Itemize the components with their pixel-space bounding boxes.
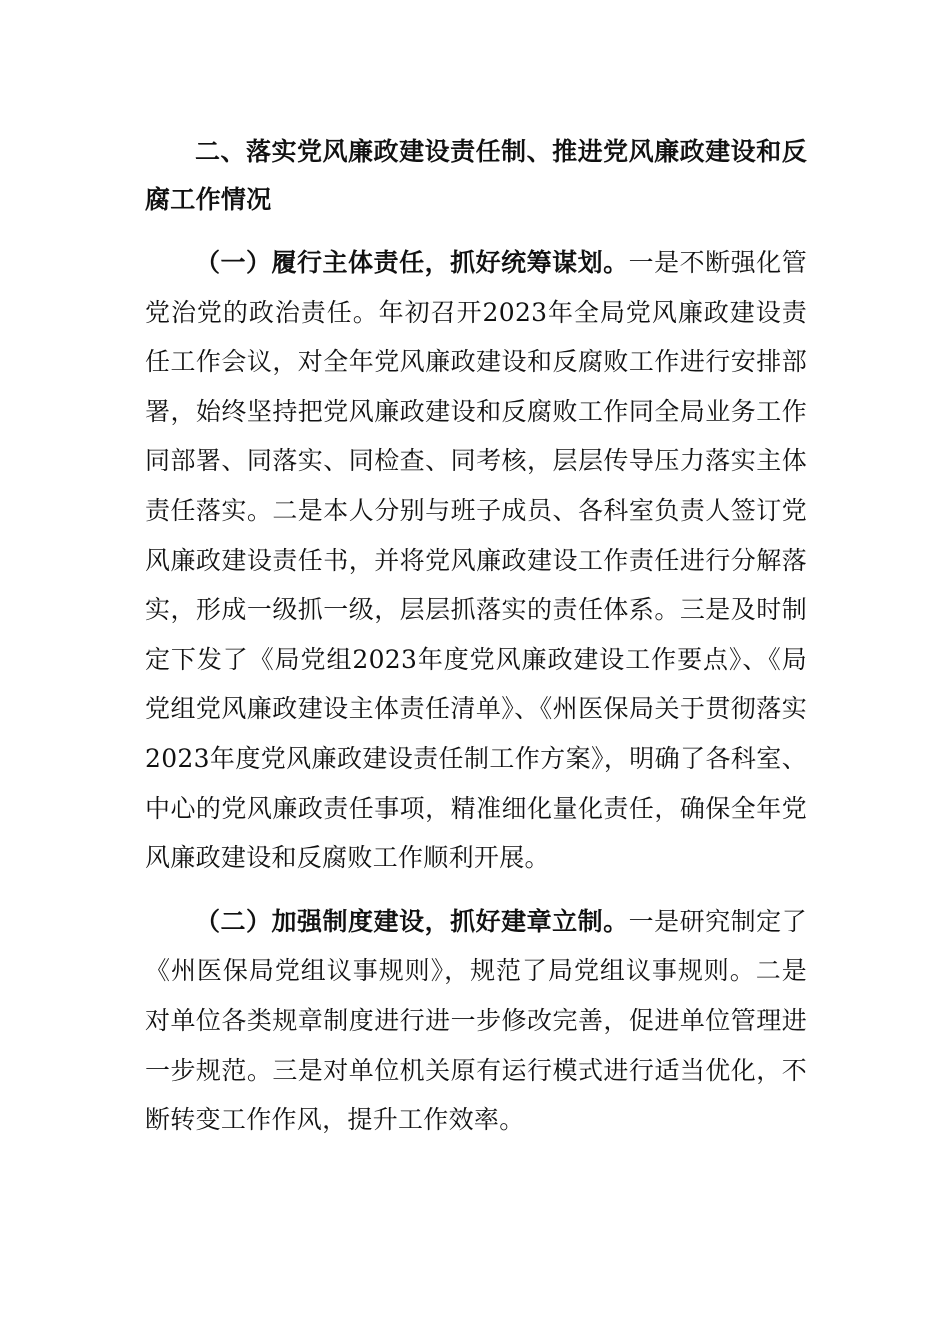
- section-heading: 二、落实党风廉政建设责任制、推进党风廉政建设和反腐工作情况: [145, 137, 807, 214]
- section-1-body: 一是不断强化管党治党的政治责任。年初召开2023年全局党风廉政建设责任工作会议，对全年党风廉政建设和反腐败工作进行安排部署，始终坚持把党风廉政建设和反腐败工作同全局业务工作同部署、同落实、同检查、同考核，层层传导压力落实主体责任落实。二是本人分别与班子成员、各科室负责人签订党风廉政建设责任书，并将党风廉政建设工作责任进行分解落实，形成一级抓一级，层层抓落实的责任体系。三是及时制定下发了《局党组2023年度党风廉政建设工作要点》、《局党组党风廉政建设主体责任清单》、《州医保局关于贯彻落实2023年度党风廉政建设责任制工作方案》，明确了各科室、中心的党风廉政责任事项，精准细化量化责任，确保全年党风廉政建设和反腐败工作顺利开展。: [145, 248, 807, 873]
- section-1-lead: （一）履行主体责任，抓好统筹谋划。: [195, 248, 629, 277]
- section-2-lead: （二）加强制度建设，抓好建章立制。: [195, 906, 629, 936]
- paragraph-section-1: [145, 238, 807, 883]
- paragraph-section-2: [145, 897, 807, 1145]
- document-body: [145, 128, 807, 1145]
- section-2-body: 一是研究制定了《州医保局党组议事规则》，规范了局党组议事规则。二是对单位各类规章制度进行进一步修改完善，促进单位管理进一步规范。三是对单位机关原有运行模式进行适当优化，不断转变工作作风，提升工作效率。: [145, 906, 807, 1135]
